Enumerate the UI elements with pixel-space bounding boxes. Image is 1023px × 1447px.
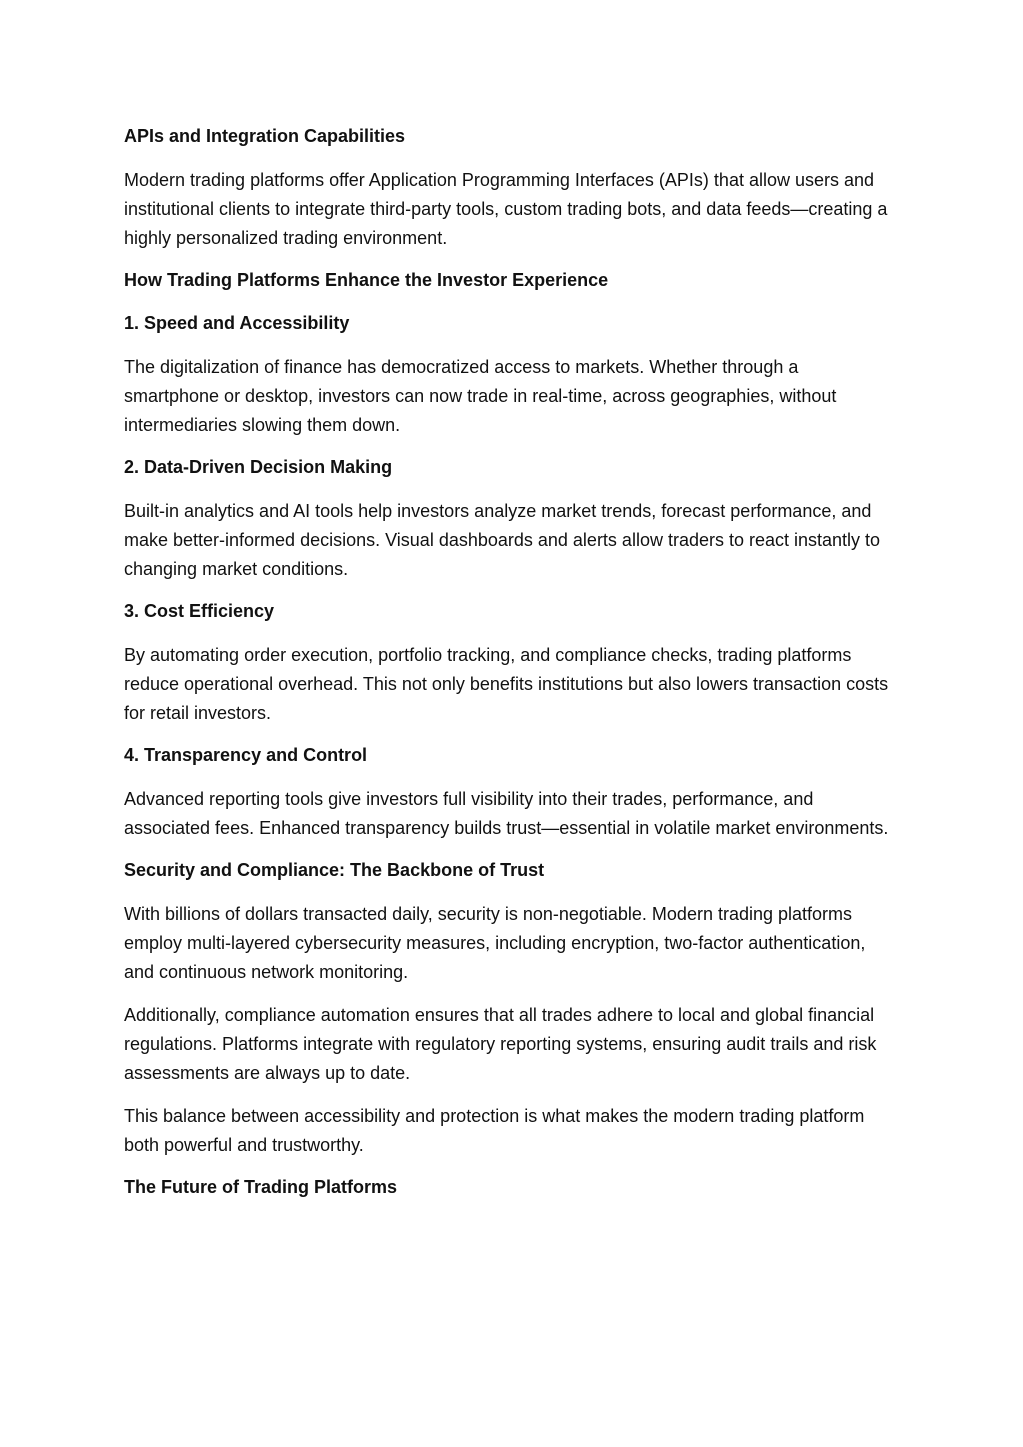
paragraph-balance: This balance between accessibility and protection is what makes the modern trading platform both powerful and trustworthy. [124,1106,865,1155]
section-heading-security-compliance: Security and Compliance: The Backbone of Trust [124,860,545,880]
paragraph-apis: Modern trading platforms offer Application Programming Interfaces (APIs) that allow users and institutional clients to integrate third-party tools, custom trading bots, and data feeds—creating a highly personalized trading environment. [124,170,888,248]
subheading-cost-efficiency: 3. Cost Efficiency [124,601,275,621]
section-heading-future: The Future of Trading Platforms [124,1177,398,1197]
section-heading-investor-experience: How Trading Platforms Enhance the Investor Experience [124,270,609,290]
section-heading-apis: APIs and Integration Capabilities [124,126,406,146]
subheading-transparency-control: 4. Transparency and Control [124,745,368,765]
paragraph-security: With billions of dollars transacted daily, security is non-negotiable. Modern trading platforms employ multi-layered cybersecurity measures, including encryption, two-factor authentication, and continuous network monitoring. [124,904,866,982]
paragraph-transparency-control: Advanced reporting tools give investors full visibility into their trades, performance, and associated fees. Enhanced transparency builds trust—essential in volatile market environments. [124,789,889,838]
paragraph-compliance: Additionally, compliance automation ensures that all trades adhere to local and global financial regulations. Platforms integrate with regulatory reporting systems, ensuring audit trails and risk assessments are always up to date. [124,1005,877,1083]
paragraph-speed-accessibility: The digitalization of finance has democratized access to markets. Whether through a smartphone or desktop, investors can now trade in real-time, across geographies, without intermediaries slowing them down. [124,357,837,435]
document-body [124,123,894,1217]
subheading-data-driven: 2. Data-Driven Decision Making [124,457,393,477]
paragraph-data-driven: Built-in analytics and AI tools help investors analyze market trends, forecast performance, and make better-informed decisions. Visual dashboards and alerts allow traders to react instantly to changing market conditions. [124,501,881,579]
paragraph-cost-efficiency: By automating order execution, portfolio tracking, and compliance checks, trading platforms reduce operational overhead. This not only benefits institutions but also lowers transaction costs for retail investors. [124,645,889,723]
subheading-speed-accessibility: 1. Speed and Accessibility [124,313,350,333]
